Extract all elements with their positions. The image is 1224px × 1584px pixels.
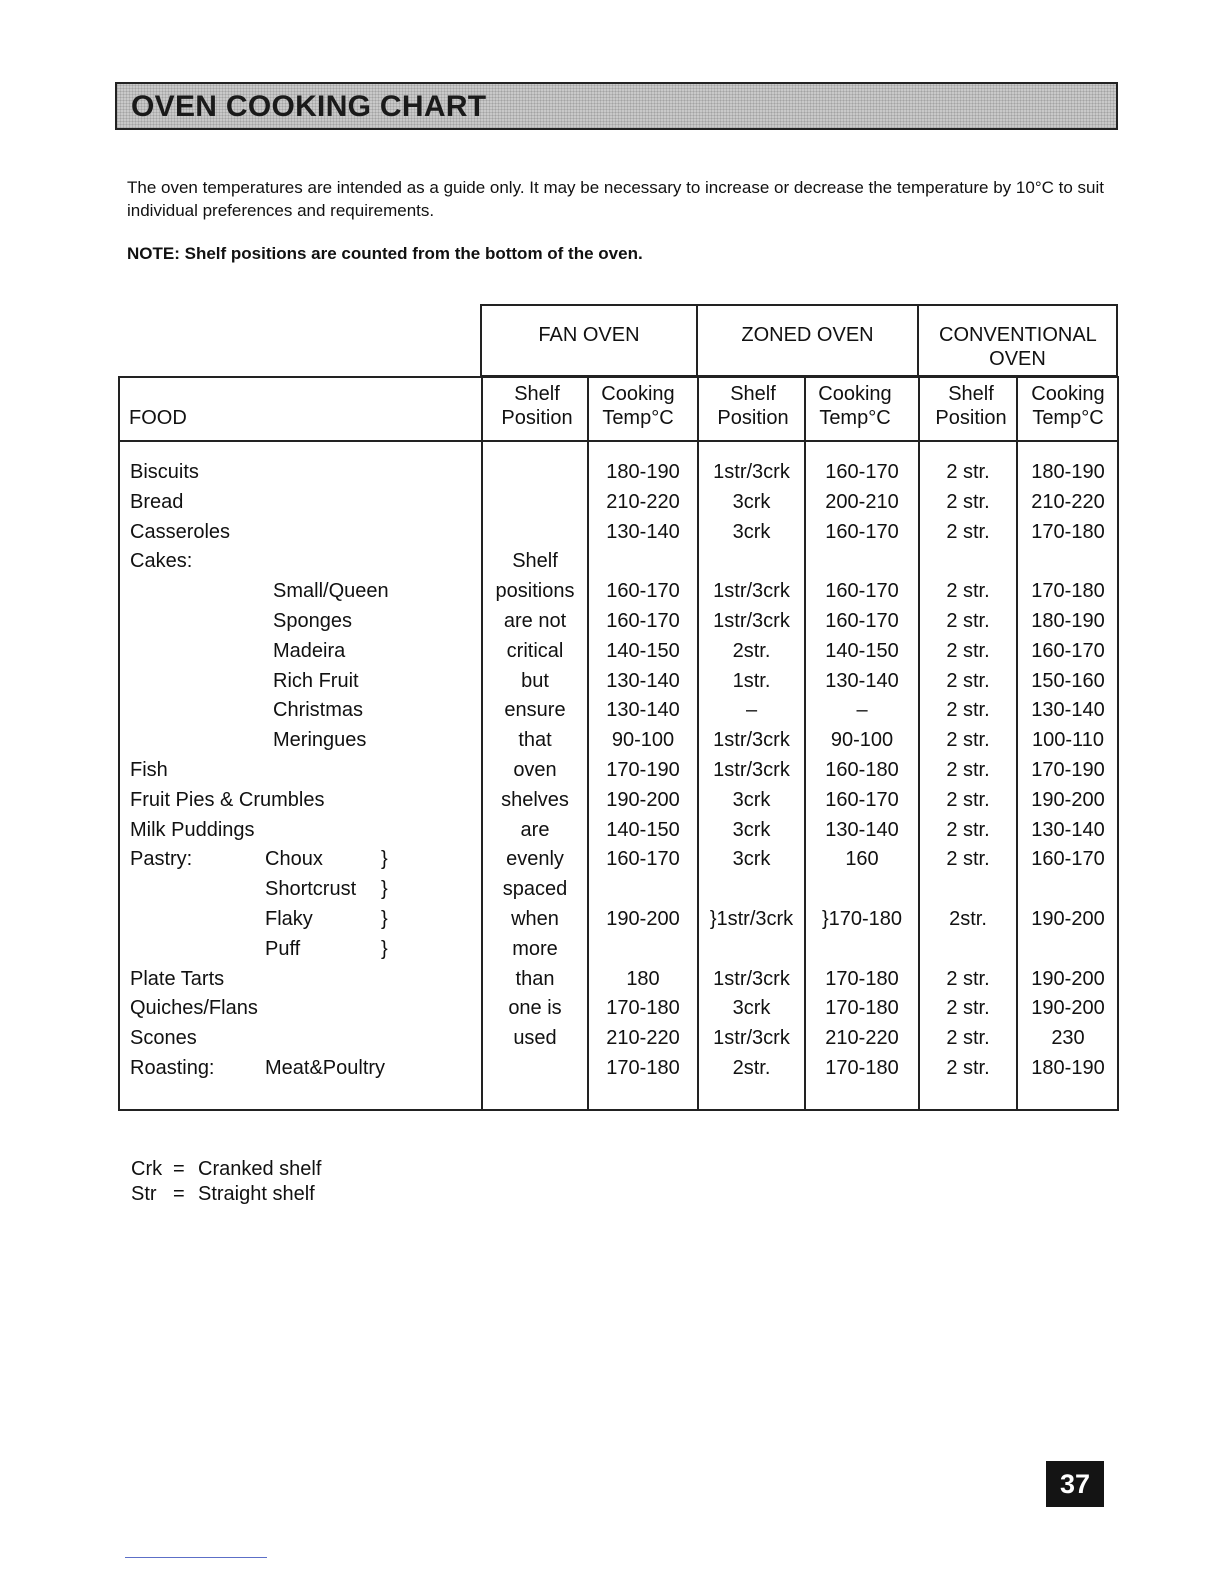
fan-temp-cell: 90-100 [611,729,675,751]
food-name: Cakes: [130,550,193,572]
conv-temp-cell: 190-200 [1031,997,1105,1019]
group-zoned-oven: ZONED OVEN [696,304,919,377]
fan-shelf-note: critical [506,640,564,662]
food-subitem: Christmas [273,699,364,721]
food-name: Scones [130,1027,197,1049]
food-subitem: Meat&Poultry [265,1057,386,1079]
zoned-temp-cell: 160-170 [825,789,899,811]
fan-shelf-note: oven [513,759,557,781]
conv-temp-cell: 180-190 [1031,461,1105,483]
zoned-temp-cell: 170-180 [825,1057,899,1079]
page-number: 37 [1046,1461,1104,1507]
brace-mark: } [381,848,388,870]
fan-shelf-note: used [513,1027,557,1049]
fan-temp-cell: 180 [626,968,660,990]
zoned-shelf-cell: 2str. [732,1057,771,1079]
brace-mark: } [381,878,388,900]
fan-temp-cell: 130-140 [606,670,680,692]
food-subitem: Puff [265,938,301,960]
conv-temp-cell: 210-220 [1031,491,1105,513]
fan-temp-cell: 160-170 [606,610,680,632]
shelf-note: NOTE: Shelf positions are counted from the bottom of the oven. [127,244,643,263]
conv-temp-cell: 180-190 [1031,1057,1105,1079]
fan-shelf-note: are not [503,610,567,632]
zoned-shelf-cell: 1str/3crk [713,759,790,781]
food-subitem: Choux [265,848,323,870]
food-header: FOOD [129,407,187,429]
conv-shelf-cell: 2 str. [946,848,990,870]
zoned-temp-cell: 160-170 [825,580,899,602]
conv-temp-cell: 160-170 [1031,848,1105,870]
fan-temp-cell: 130-140 [606,699,680,721]
conv-shelf-cell: 2 str. [946,699,990,721]
conv-temp-cell: 170-180 [1031,521,1105,543]
zoned-temp-cell: – [856,699,868,721]
food-subitem: Rich Fruit [273,670,359,692]
food-subitem: Flaky [265,908,313,930]
conv-shelf-cell: 2str. [949,908,987,930]
zoned-temp-cell: 210-220 [825,1027,899,1049]
conv-temp-cell: 170-190 [1031,759,1105,781]
fan-temp-cell: 210-220 [606,1027,680,1049]
zoned-temp-cell: 160-180 [825,759,899,781]
zoned-shelf-cell: 1str/3crk [713,461,790,483]
zoned-shelf-cell: 1str/3crk [713,968,790,990]
zoned-shelf-cell: 1str. [732,670,771,692]
conv-temp-cell: 190-200 [1031,968,1105,990]
food-name: Quiches/Flans [130,997,258,1019]
conv-shelf-cell: 2 str. [946,610,990,632]
fan-temp-cell: 140-150 [606,640,680,662]
conv-shelf-cell: 2 str. [946,759,990,781]
zoned-shelf-cell: 1str/3crk [713,610,790,632]
fan-temp-header: Cooking Temp°C [601,383,675,429]
legend-meaning: Straight shelf [198,1183,315,1205]
fan-shelf-note: but [521,670,549,692]
fan-temp-cell: 160-170 [606,848,680,870]
conv-shelf-cell: 2 str. [946,491,990,513]
legend-abbr: Str [131,1183,157,1205]
zoned-shelf-cell: }1str/3crk [709,908,794,930]
fan-shelf-note: when [511,908,559,930]
footer-rule [125,1557,267,1558]
food-name: Fruit Pies & Crumbles [130,789,325,811]
food-subitem: Shortcrust [265,878,357,900]
fan-shelf-note: evenly [506,848,564,870]
fan-shelf-note: one is [508,997,562,1019]
zoned-shelf-cell: 3crk [732,789,771,811]
zoned-shelf-cell: 2str. [732,640,771,662]
conv-shelf-cell: 2 str. [946,461,990,483]
zoned-temp-cell: 160-170 [825,461,899,483]
zoned-temp-cell: 130-140 [825,670,899,692]
group-fan-oven: FAN OVEN [480,304,698,377]
conv-temp-cell: 190-200 [1031,789,1105,811]
food-name: Pastry: [130,848,193,870]
fan-shelf-note: that [518,729,552,751]
conv-temp-cell: 230 [1051,1027,1085,1049]
fan-temp-cell: 140-150 [606,819,680,841]
zoned-shelf-cell: – [745,699,758,721]
zoned-shelf-cell: 3crk [732,491,771,513]
food-name: Biscuits [130,461,199,483]
conv-shelf-cell: 2 str. [946,1027,990,1049]
fan-temp-cell: 190-200 [606,908,680,930]
zoned-shelf-cell: 3crk [732,521,771,543]
fan-shelf-header: Shelf Position [501,383,573,429]
conv-shelf-cell: 2 str. [946,819,990,841]
zoned-temp-cell: 90-100 [830,729,894,751]
header-divider [118,440,1119,442]
zoned-temp-cell: }170-180 [821,908,903,930]
brace-mark: } [381,908,388,930]
zoned-temp-cell: 140-150 [825,640,899,662]
conv-shelf-cell: 2 str. [946,997,990,1019]
conv-shelf-cell: 2 str. [946,580,990,602]
zoned-temp-header: Cooking Temp°C [818,383,892,429]
conv-temp-cell: 130-140 [1031,819,1105,841]
fan-temp-cell: 190-200 [606,789,680,811]
conv-temp-cell: 100-110 [1032,729,1104,751]
fan-temp-cell: 130-140 [606,521,680,543]
food-subitem: Meringues [273,729,367,751]
conv-shelf-cell: 2 str. [946,729,990,751]
fan-temp-cell: 170-190 [606,759,680,781]
brace-mark: } [381,938,388,960]
conv-shelf-cell: 2 str. [946,968,990,990]
fan-shelf-note: positions [495,580,575,602]
fan-shelf-note: spaced [502,878,568,900]
zoned-shelf-cell: 3crk [732,997,771,1019]
food-name: Bread [130,491,184,513]
zoned-shelf-cell: 3crk [732,819,771,841]
conv-shelf-cell: 2 str. [946,521,990,543]
group-conventional-oven: CONVENTIONAL OVEN [917,304,1118,377]
food-name: Milk Puddings [130,819,255,841]
food-subitem: Sponges [273,610,352,632]
fan-temp-cell: 160-170 [606,580,680,602]
legend-meaning: Cranked shelf [198,1158,322,1180]
page-title: OVEN COOKING CHART [131,90,487,123]
zoned-temp-cell: 200-210 [825,491,899,513]
food-name: Plate Tarts [130,968,225,990]
fan-shelf-note: more [512,938,558,960]
conv-temp-cell: 160-170 [1031,640,1105,662]
fan-temp-cell: 170-180 [606,1057,680,1079]
conv-temp-cell: 190-200 [1031,908,1105,930]
food-subitem: Madeira [273,640,346,662]
conv-shelf-cell: 2 str. [946,789,990,811]
conv-temp-cell: 130-140 [1031,699,1105,721]
zoned-temp-cell: 160-170 [825,610,899,632]
legend-abbr: Crk [131,1158,163,1180]
legend-eq: = [173,1158,185,1180]
title-banner [115,82,1118,130]
conv-shelf-cell: 2 str. [946,670,990,692]
conv-temp-header: Cooking Temp°C [1031,383,1105,429]
zoned-shelf-header: Shelf Position [717,383,789,429]
food-subitem: Small/Queen [273,580,389,602]
zoned-temp-cell: 130-140 [825,819,899,841]
fan-temp-cell: 210-220 [606,491,680,513]
intro-paragraph: The oven temperatures are intended as a guide only. It may be necessary to increase or decrease the temperature by 10°C to suit individual preferences and requirements. [127,178,1104,220]
food-name: Roasting: [130,1057,215,1079]
food-name: Casseroles [130,521,231,543]
zoned-temp-cell: 160 [845,848,879,870]
conv-temp-cell: 180-190 [1031,610,1105,632]
conv-shelf-cell: 2 str. [946,1057,990,1079]
conv-shelf-cell: 2 str. [946,640,990,662]
zoned-temp-cell: 160-170 [825,521,899,543]
conv-temp-cell: 150-160 [1031,670,1105,692]
fan-shelf-note: Shelf [512,550,558,572]
fan-shelf-note: are [520,819,550,841]
legend-eq: = [173,1183,185,1205]
zoned-shelf-cell: 1str/3crk [713,580,790,602]
fan-shelf-note: shelves [501,789,569,811]
zoned-shelf-cell: 1str/3crk [713,729,790,751]
fan-temp-cell: 180-190 [606,461,680,483]
conv-shelf-header: Shelf Position [935,383,1007,429]
food-name: Fish [130,759,168,781]
fan-temp-cell: 170-180 [606,997,680,1019]
fan-shelf-note: than [515,968,555,990]
fan-shelf-note: ensure [504,699,566,721]
zoned-temp-cell: 170-180 [825,997,899,1019]
zoned-shelf-cell: 3crk [732,848,771,870]
conv-temp-cell: 170-180 [1031,580,1105,602]
zoned-temp-cell: 170-180 [825,968,899,990]
zoned-shelf-cell: 1str/3crk [713,1027,790,1049]
